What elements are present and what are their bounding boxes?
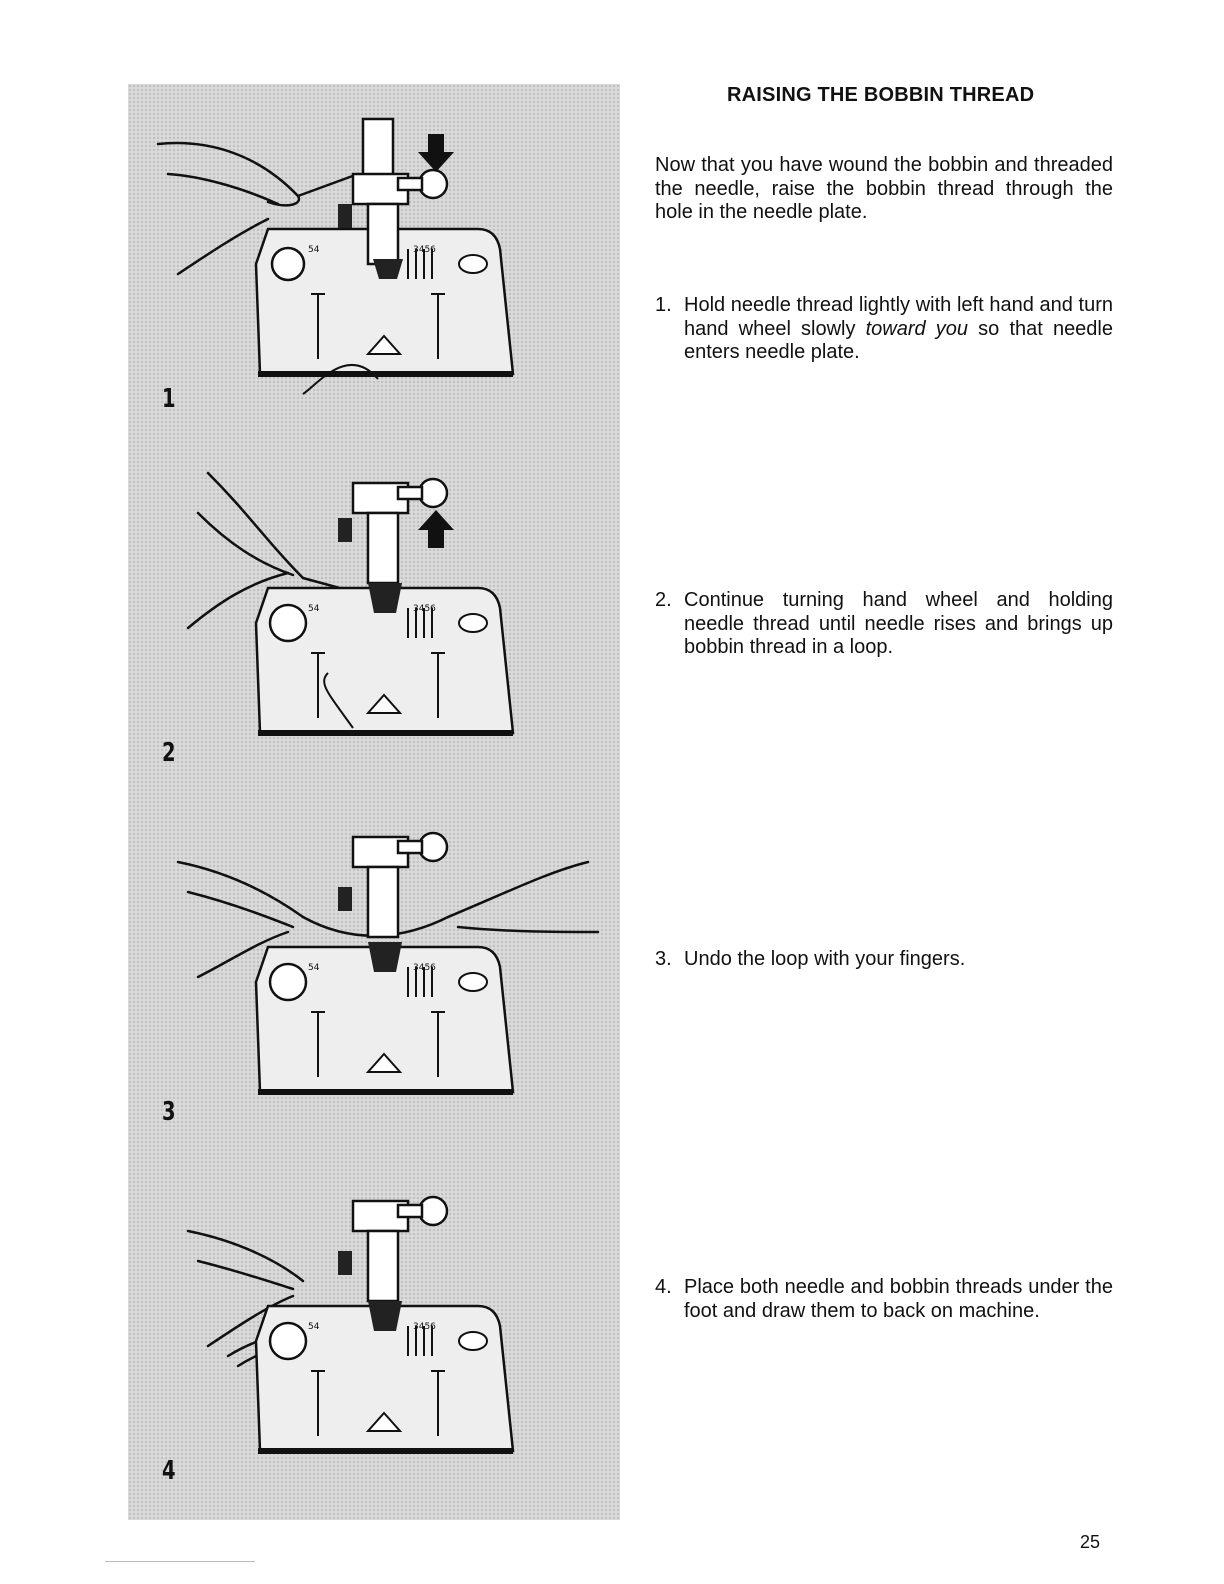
bobbin-cover-knob — [270, 1323, 306, 1359]
down-arrow-icon — [418, 134, 454, 172]
figure-3-drawing — [128, 802, 620, 1161]
illustration-column — [128, 84, 620, 1520]
hand-icon — [208, 473, 303, 578]
intro-paragraph: Now that you have wound the bobbin and threaded the needle, raise the bobbin thread through the hole in the needle plate. — [655, 154, 1113, 223]
bobbin-cover-knob — [272, 248, 304, 280]
step-1-text-before: Hold needle thread lightly with left hand and turn hand wheel slowly — [684, 294, 1113, 340]
svg-text:3456: 3456 — [413, 1322, 436, 1332]
step-4-number: 4. — [655, 1276, 672, 1298]
figure-1-drawing — [128, 84, 620, 443]
scan-artifact-line — [105, 1561, 255, 1562]
step-1-emphasis: toward you — [865, 317, 969, 340]
svg-text:54: 54 — [308, 1322, 320, 1332]
figure-3-label: 3 — [162, 1097, 176, 1127]
step-4-text: Place both needle and bobbin threads under the foot and draw them to back on machine. — [684, 1276, 1113, 1322]
step-1-number: 1. — [655, 294, 672, 316]
step-3-text: Undo the loop with your fingers. — [684, 948, 966, 970]
step-3 — [655, 948, 1113, 972]
step-2-number: 2. — [655, 589, 672, 611]
step-2-text: Continue turning hand wheel and holding needle thread until needle rises and brings up bobbin thread in a loop. — [684, 589, 1113, 658]
step-4 — [655, 1276, 1113, 1323]
bobbin-cover-knob — [270, 605, 306, 641]
figure-2-drawing — [128, 443, 620, 802]
figure-1-label: 1 — [162, 384, 176, 414]
figure-4-drawing — [128, 1161, 620, 1520]
svg-text:54: 54 — [308, 245, 320, 255]
bobbin-cover-knob — [270, 964, 306, 1000]
page-title: RAISING THE BOBBIN THREAD — [727, 84, 1035, 106]
step-1-text — [684, 294, 1113, 365]
step-3-number: 3. — [655, 948, 672, 970]
figure-1 — [128, 84, 620, 443]
step-1-text-after: so that needle enters needle plate. — [684, 317, 1113, 363]
page-number: 25 — [1080, 1532, 1101, 1552]
up-arrow-icon — [418, 510, 454, 548]
svg-text:54: 54 — [308, 963, 320, 973]
figure-2 — [128, 443, 620, 802]
figure-2-label: 2 — [162, 738, 176, 768]
figure-3 — [128, 802, 620, 1161]
svg-text:3456: 3456 — [413, 963, 436, 973]
step-1 — [655, 294, 1113, 365]
svg-text:54: 54 — [308, 604, 320, 614]
step-2 — [655, 589, 1113, 660]
svg-text:3456: 3456 — [413, 604, 436, 614]
figure-4 — [128, 1161, 620, 1520]
svg-text:3456: 3456 — [413, 245, 436, 255]
right-hand-icon — [448, 862, 588, 917]
figure-4-label: 4 — [162, 1456, 176, 1486]
